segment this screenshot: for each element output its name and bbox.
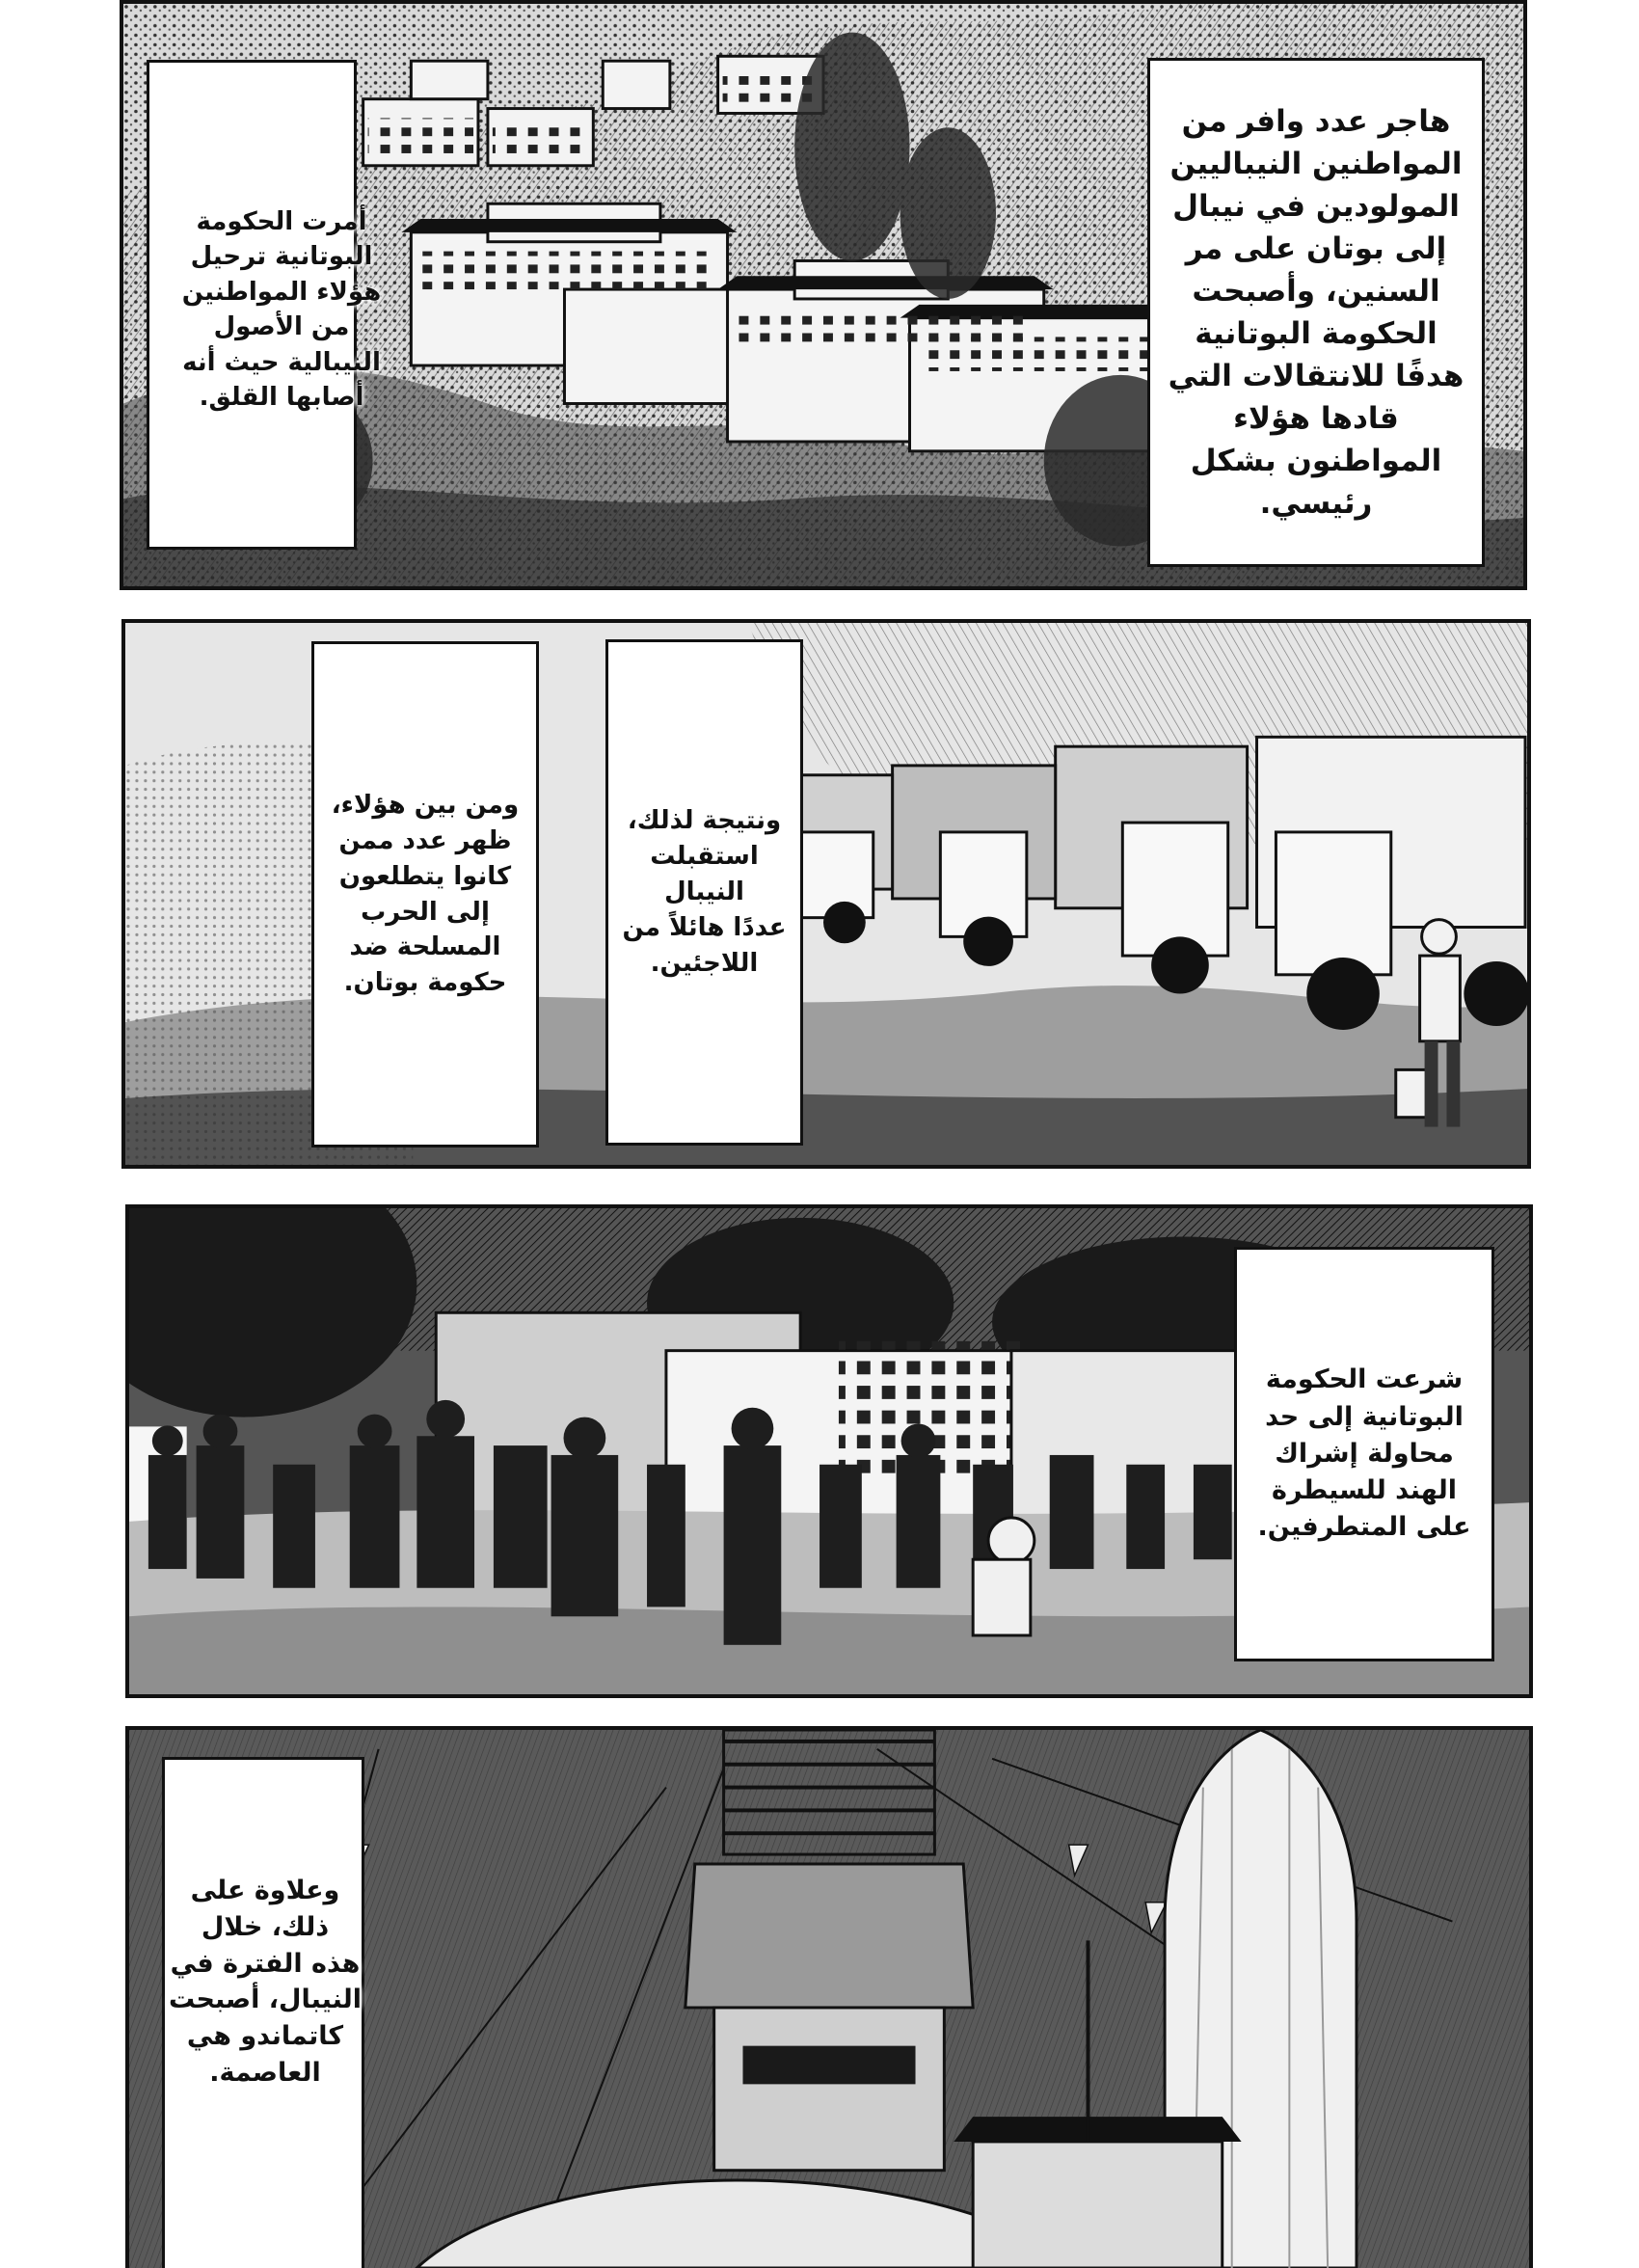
caption-box-emigration xyxy=(1147,58,1485,567)
caption-box-refugees xyxy=(605,639,803,1146)
caption-emigration: هاجر عدد وافر من المواطنين النيباليين المولودين في نيبال إلى بوتان على مر السنين، وأصبحت الحكومة البوتانية هدفًا للانتقالات التي قادها هؤلاء المواطنون بشكل رئيسي. xyxy=(1168,103,1464,522)
caption-box-armed-struggle xyxy=(311,641,539,1148)
caption-refugees: ونتيجة لذلك، استقبلت النيبال عددًا هائلاً من اللاجئين. xyxy=(622,806,787,978)
caption-capital: وعلاوة على ذلك، خلال هذه الفترة في النيبال، أصبحت كاتماندو هي العاصمة. xyxy=(168,1876,363,2088)
caption-box-india-involvement xyxy=(1234,1247,1494,1661)
caption-india-involvement: شرعت الحكومة البوتانية إلى حد محاولة إشراك الهند للسيطرة على المتطرفين. xyxy=(1257,1364,1471,1543)
caption-armed-struggle: ومن بين هؤلاء، ظهر عدد ممن كانوا يتطلعون إلى الحرب المسلحة ضد حكومة بوتان. xyxy=(331,790,520,998)
caption-deportation: أمرت الحكومة البوتانية ترحيل هؤلاء المواطنين من الأصول النيبالية حيث أنه أصابها القلق. xyxy=(181,207,382,412)
